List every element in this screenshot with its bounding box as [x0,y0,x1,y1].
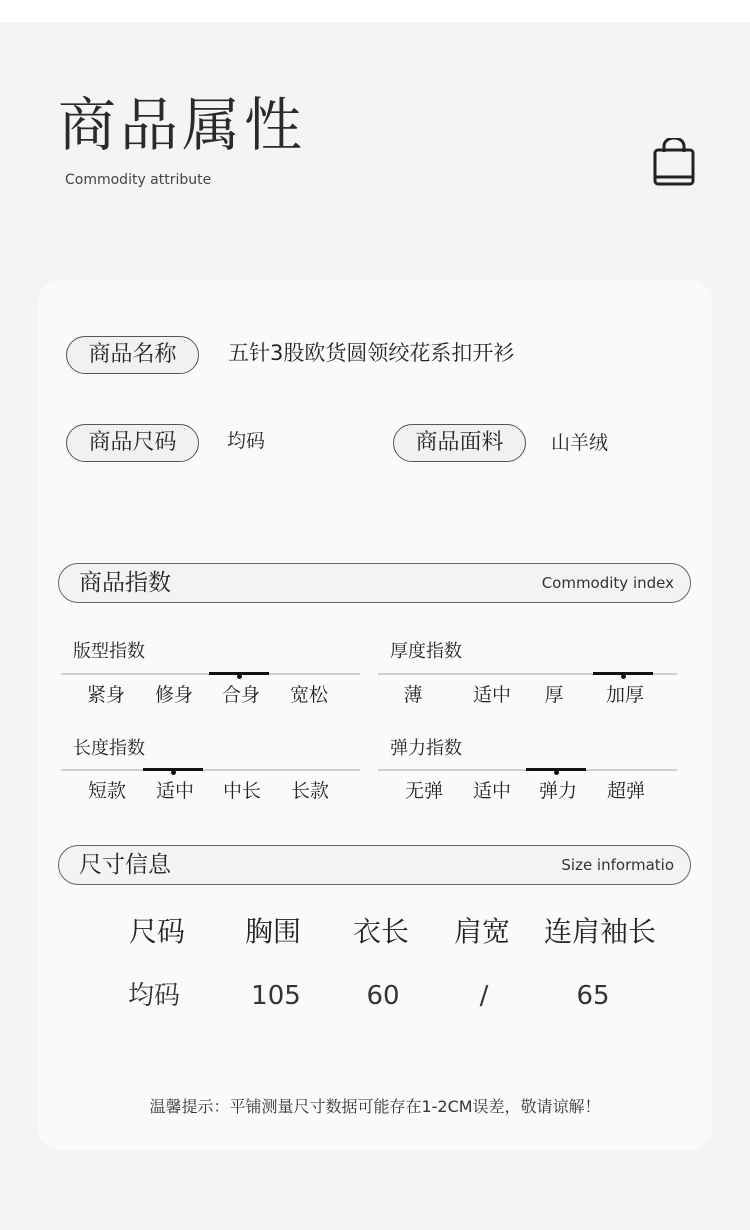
product-size-value: 均码 [227,430,266,452]
index-option: 加厚 [605,684,644,706]
index-scale-line [61,769,360,771]
index-section-header [58,563,691,603]
index-group-label: 厚度指数 [390,641,462,662]
index-group-label: 长度指数 [73,738,145,759]
size-table-cell: 105 [251,981,301,1011]
index-section-title: 商品指数 [79,570,171,596]
index-option: 厚 [544,684,564,706]
index-option: 超弹 [606,780,645,802]
index-selected-dot [171,770,176,775]
size-column-header: 胸围 [244,915,301,948]
product-fabric-value: 山羊绒 [551,432,609,454]
index-option: 中长 [222,780,261,802]
size-column-header: 肩宽 [453,915,510,948]
index-option: 适中 [155,780,194,802]
index-option: 短款 [87,780,126,802]
product-fabric-label: 商品面料 [393,424,526,462]
index-option: 紧身 [86,684,125,706]
index-selected-dot [554,770,559,775]
index-option: 修身 [154,684,193,706]
index-option: 无弹 [404,780,443,802]
page-title: 商品属性 [58,91,307,159]
page-subtitle: Commodity attribute [65,172,212,188]
index-option: 合身 [221,684,260,706]
product-size-label: 商品尺码 [66,424,199,462]
size-table-cell: / [479,981,489,1011]
size-table-cell: 均码 [127,981,180,1011]
index-group-label: 版型指数 [73,641,145,662]
size-column-header: 连肩袖长 [543,915,656,948]
index-selected-dot [621,674,626,679]
index-option: 长款 [290,780,329,802]
size-section-header [58,845,691,885]
attribute-card [38,280,712,1150]
size-table-cell: 65 [576,981,610,1011]
size-section-title: 尺寸信息 [79,852,171,878]
size-column-header: 尺码 [128,915,185,948]
index-section-title-en: Commodity index [541,574,674,592]
size-section-title-en: Size informatio [561,856,674,874]
index-option: 宽松 [289,684,328,706]
index-option: 适中 [472,780,511,802]
index-option: 薄 [403,684,423,706]
product-name-label: 商品名称 [66,336,199,374]
index-option: 弹力 [538,780,577,802]
size-table-cell: 60 [366,981,400,1011]
product-name-value: 五针3股欧货圆领绞花系扣开衫 [228,341,515,365]
shopping-bag-icon [652,138,696,188]
size-notice: 温馨提示：平铺测量尺寸数据可能存在1-2CM误差，敬请谅解！ [149,1097,601,1116]
index-group-label: 弹力指数 [390,738,462,759]
index-option: 适中 [472,684,511,706]
size-column-header: 衣长 [352,915,409,948]
index-selected-dot [237,674,242,679]
